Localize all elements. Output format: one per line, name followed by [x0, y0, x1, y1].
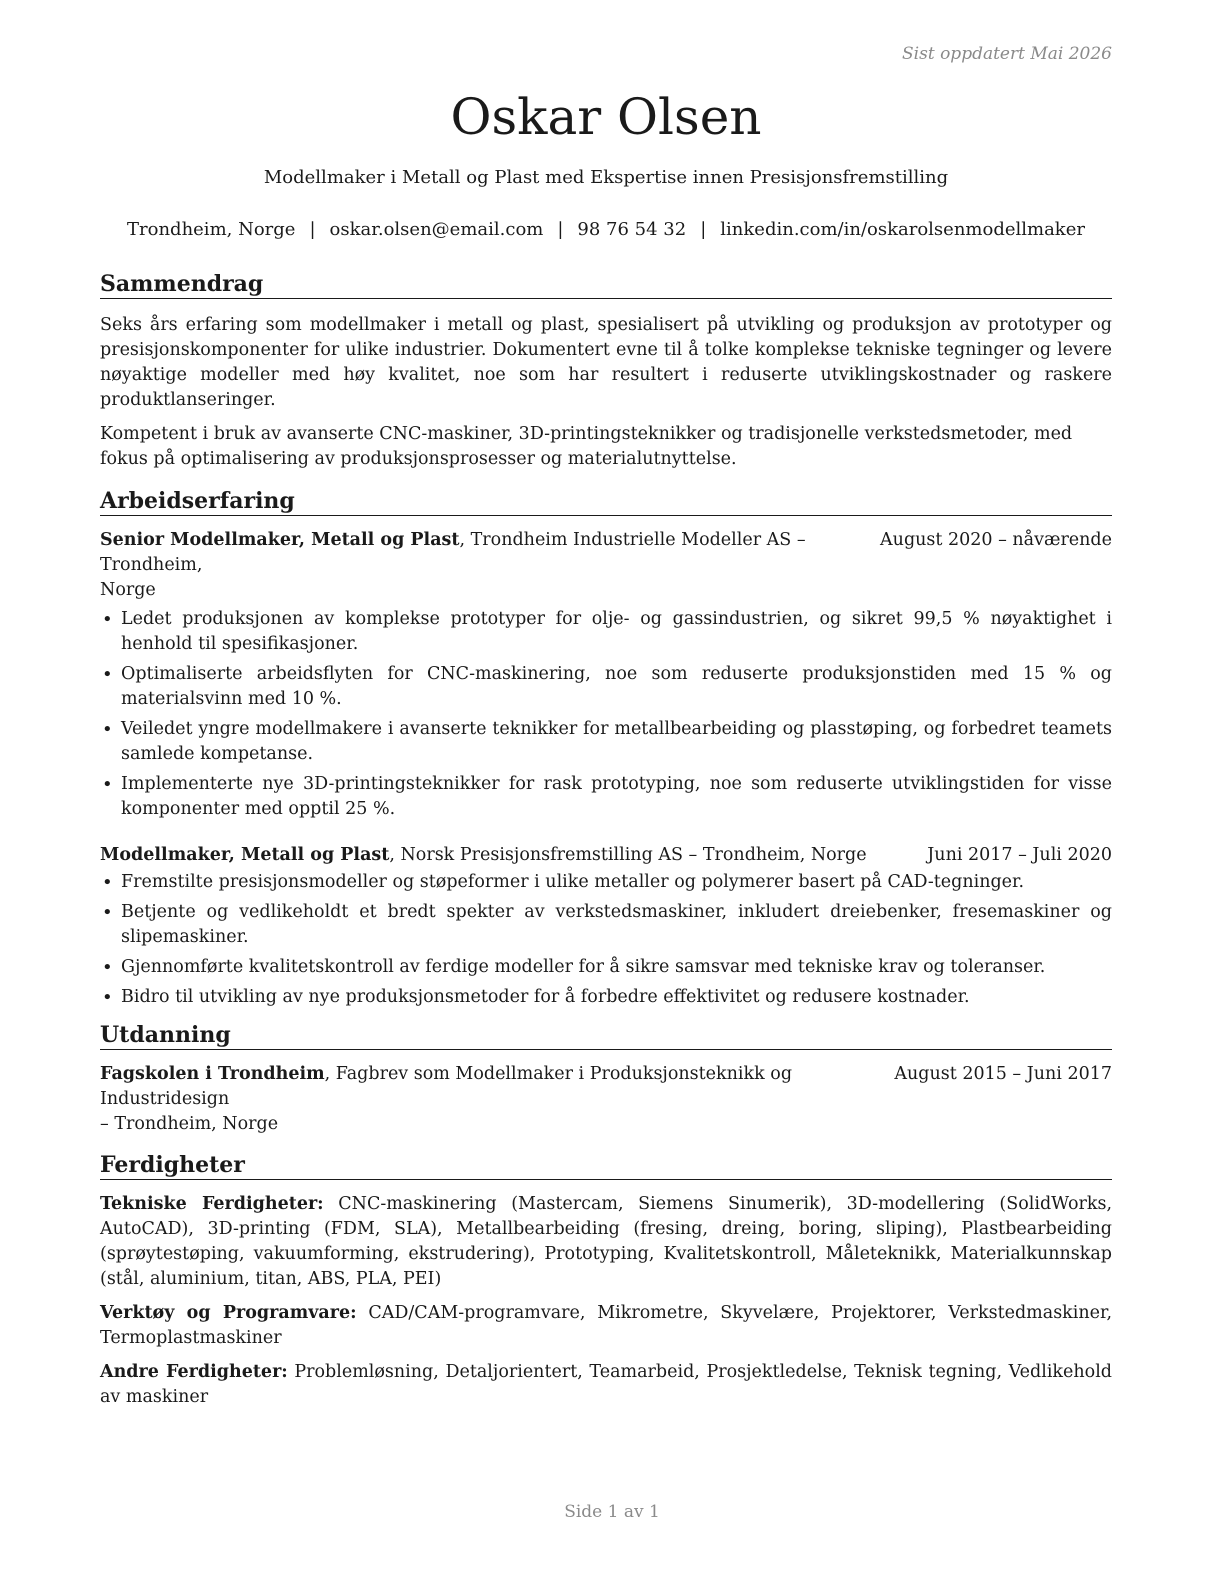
skills-label: Andre Ferdigheter: [100, 1362, 288, 1382]
candidate-name: Oskar Olsen [450, 88, 762, 146]
section-title-education: Utdanning [100, 1021, 1112, 1050]
skills-section [100, 1151, 1112, 1410]
job-bullet: • Bidro til utvikling av nye produksjonsmetoder for å forbedre effektivitet og redusere kostnader. [100, 985, 1112, 1010]
skills-text: Problemløsning, Detaljorientert, Teamarbeid, Prosjektledelse, Teknisk tegning, Vedlikehold av maskiner [100, 1362, 1112, 1407]
last-updated: Sist oppdatert Mai 2026 [902, 44, 1112, 64]
job-entry [100, 528, 1112, 822]
skills-group [100, 1192, 1112, 1292]
skills-label: Tekniske Ferdigheter: [100, 1194, 324, 1214]
job-company: , Norsk Presisjonsfremstilling AS – Trondheim, Norge [389, 845, 867, 865]
contact-line [100, 219, 1112, 240]
education-location: – Trondheim, Norge [100, 1114, 279, 1134]
skills-text: CAD/CAM-programvare, Mikrometre, Skyvelære, Projektorer, Verkstedmaskiner, Termoplastmaskiner [100, 1303, 1113, 1348]
experience-section [100, 487, 1112, 1010]
job-bullets [100, 870, 1112, 1010]
job-bullet: • Veiledet yngre modellmakere i avanserte teknikker for metallbearbeiding og plasstøping, og forbedret teamets samlede kompetanse. [100, 717, 1112, 767]
education-degree: , Fagbrev som Modellmaker i Produksjonsteknikk og Industridesign [100, 1064, 793, 1109]
summary-section [100, 270, 1112, 472]
skills-group [100, 1360, 1112, 1410]
section-title-summary: Sammendrag [100, 270, 1112, 299]
tagline: Modellmaker i Metall og Plast med Ekspertise innen Presisjonsfremstilling [263, 167, 949, 188]
job-bullets [100, 607, 1112, 822]
page-footer: Side 1 av 1 [564, 1502, 660, 1522]
skills-label: Verktøy og Programvare: [100, 1303, 357, 1323]
job-bullet: • Gjennomførte kvalitetskontroll av ferdige modeller for å sikre samsvar med tekniske krav og toleranser. [100, 955, 1112, 980]
job-header [100, 843, 1112, 868]
contact-location: Trondheim, Norge [127, 219, 296, 240]
education-dates: August 2015 – Juni 2017 [894, 1064, 1112, 1084]
section-title-experience: Arbeidserfaring [100, 487, 1112, 516]
job-bullet: • Optimaliserte arbeidsflyten for CNC-maskinering, noe som reduserte produksjonstiden med 15 % og materialsvinn med 10 %. [100, 662, 1112, 712]
education-section [100, 1021, 1112, 1137]
contact-phone: 98 76 54 32 [577, 219, 687, 240]
job-company: , Trondheim Industrielle Modeller AS – Trondheim, [100, 530, 806, 575]
contact-separator: | [557, 219, 564, 240]
job-role: Modellmaker, Metall og Plast [100, 845, 390, 865]
contact-linkedin[interactable]: linkedin.com/in/oskarolsenmodellmaker [720, 219, 1085, 240]
job-bullet: • Implementerte nye 3D-printingsteknikker for rask prototyping, noe som reduserte utviklingstiden for visse komponenter med opptil 25 %. [100, 772, 1112, 822]
job-role: Senior Modellmaker, Metall og Plast [100, 530, 460, 550]
contact-separator: | [700, 219, 707, 240]
contact-separator: | [309, 219, 316, 240]
job-dates: Juni 2017 – Juli 2020 [927, 845, 1112, 865]
job-bullet: • Fremstilte presisjonsmodeller og støpeformer i ulike metaller og polymerer basert på CAD-tegninger. [100, 870, 1112, 895]
summary-paragraph: Kompetent i bruk av avanserte CNC-maskiner, 3D-printingsteknikker og tradisjonelle verkstedsmetoder, med fokus på optimalisering av produksjonsprosesser og materialutnyttelse. [100, 424, 1073, 469]
job-bullet: • Betjente og vedlikeholdt et bredt spekter av verkstedsmaskiner, inkludert dreiebenker, fresemaskiner og slipemaskiner. [100, 900, 1112, 950]
resume-page [100, 0, 1112, 1584]
summary-paragraph: Seks års erfaring som modellmaker i metall og plast, spesialisert på utvikling og produksjon av prototyper og presisjonskomponenter for ulike industrier. Dokumentert evne til å tolke komplekse tekniske tegninger og levere nøyaktige modeller med høy kvalitet, noe som har resultert i reduserte utviklingskostnader og raskere produktlanseringer. [100, 315, 1112, 410]
skills-text: CNC-maskinering (Mastercam, Siemens Sinumerik), 3D-modellering (SolidWorks, AutoCAD), 3D-printing (FDM, SLA), Metallbearbeiding (fresing, dreing, boring, sliping), Plastbearbeiding (sprøytestøping, vakuumforming, ekstrudering), Prototyping, Kvalitetskontroll, Måleteknikk, Materialkunnskap (stål, aluminium, titan, ABS, PLA, PEI) [100, 1194, 1113, 1289]
job-bullet: • Ledet produksjonen av komplekse prototyper for olje- og gassindustrien, og sikret 99,5 % nøyaktighet i henhold til spesifikasjoner. [100, 607, 1112, 657]
resume-content [100, 270, 1112, 1419]
job-dates: August 2020 – nåværende [880, 530, 1112, 550]
section-title-skills: Ferdigheter [100, 1151, 1112, 1180]
education-school: Fagskolen i Trondheim [100, 1064, 325, 1084]
education-header [100, 1062, 1112, 1112]
job-header [100, 528, 1112, 578]
job-entry [100, 843, 1112, 1010]
contact-email[interactable]: oskar.olsen@email.com [329, 219, 544, 240]
skills-group [100, 1301, 1112, 1351]
job-location: Norge [100, 580, 156, 600]
